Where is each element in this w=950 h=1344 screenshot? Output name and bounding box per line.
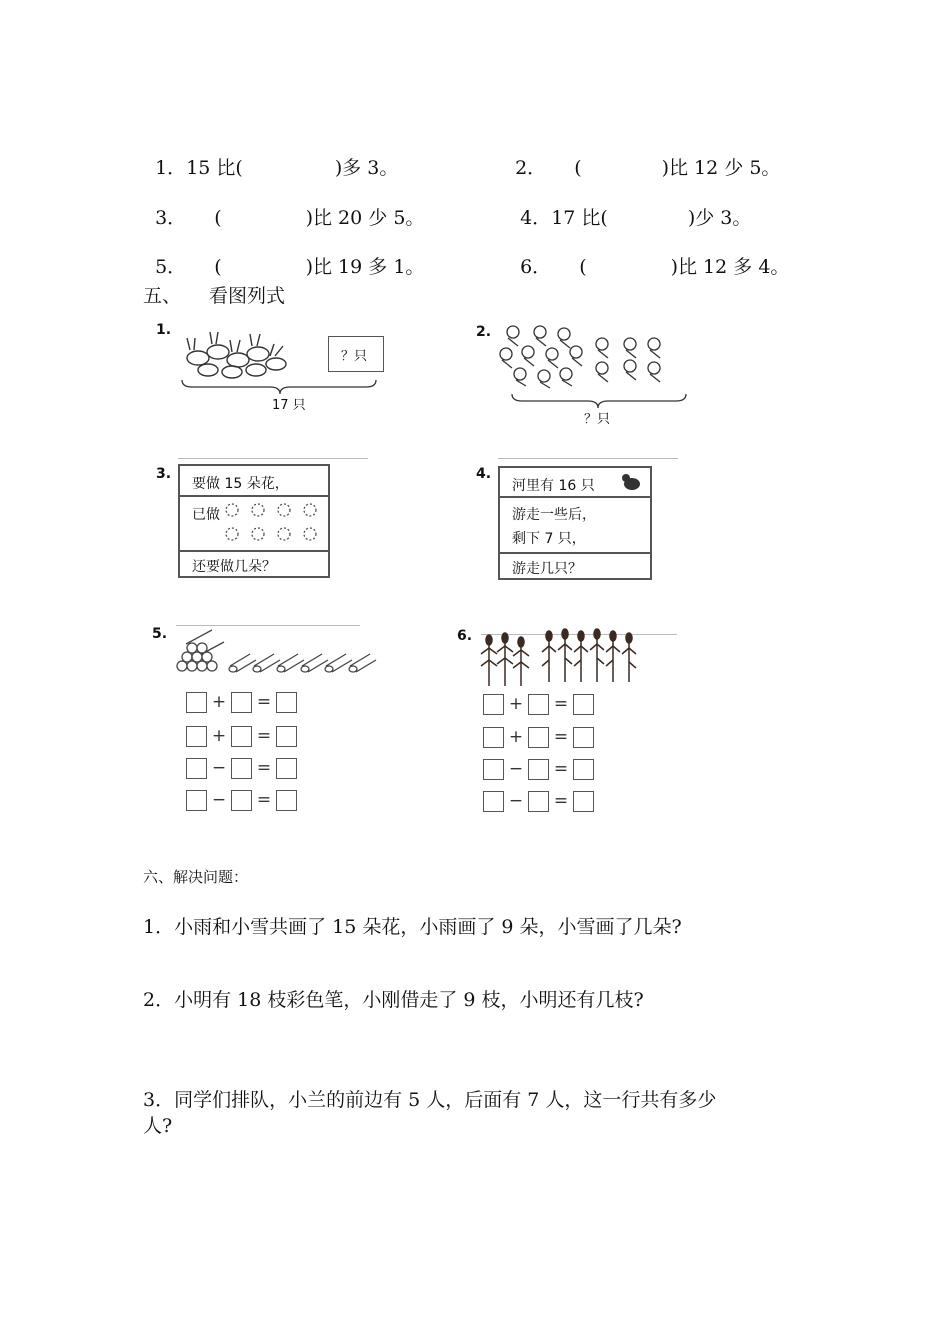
figure-3: [150, 458, 380, 583]
figure-label: 5.: [152, 626, 168, 642]
word-problem-1: 1．小雨和小雪共画了 15 朵花，小雨画了 9 朵，小雪画了几朵?: [143, 916, 682, 938]
q-number: 2．: [515, 157, 547, 179]
equation-row-minus-1: [186, 758, 297, 779]
answer-box[interactable]: [186, 726, 207, 747]
answer-box[interactable]: [231, 726, 252, 747]
answer-box[interactable]: [528, 791, 549, 812]
answer-box[interactable]: [276, 790, 297, 811]
figure-label: 3.: [156, 466, 172, 482]
answer-box[interactable]: [276, 726, 297, 747]
corn-plants-left-illustration: [479, 632, 533, 688]
equals-sign: =: [553, 727, 569, 747]
row-divider: [500, 552, 650, 554]
problem-row-2: 已做: [192, 507, 220, 523]
equation-row-plus-2: [186, 726, 297, 747]
row-divider: [180, 495, 328, 497]
answer-box[interactable]: [231, 758, 252, 779]
equation-row-minus-2: [483, 791, 594, 812]
answer-box[interactable]: [483, 727, 504, 748]
total-count-text: 17 只: [272, 398, 306, 413]
minus-sign: −: [211, 758, 227, 778]
blank-question-5: [143, 230, 424, 279]
flower-problem-box: [178, 464, 330, 578]
answer-box[interactable]: [231, 790, 252, 811]
answer-box[interactable]: [483, 759, 504, 780]
word-problem-2: 2．小明有 18 枝彩色笔，小刚借走了 9 枝，小明还有几枝?: [143, 989, 644, 1011]
flowers-done-illustration: [224, 498, 334, 554]
answer-box[interactable]: [186, 692, 207, 713]
minus-sign: −: [508, 759, 524, 779]
scattered-logs-illustration: [226, 640, 386, 680]
q-before: (: [214, 256, 222, 278]
figure-6: [455, 622, 695, 817]
chicks-left-illustration: [498, 320, 588, 390]
answer-box[interactable]: [528, 759, 549, 780]
problem-row-3: 还要做几朵？: [192, 559, 276, 575]
q-number: 3．: [155, 207, 187, 229]
figure-label: 1.: [156, 322, 172, 338]
equation-row-plus-1: [186, 692, 297, 713]
unknown-count-text: ？只: [341, 349, 368, 364]
question-count-text: ？只: [584, 412, 611, 427]
q-before: (: [579, 256, 587, 278]
figure-label: 2.: [476, 324, 492, 340]
answer-box[interactable]: [186, 790, 207, 811]
corn-plants-right-illustration: [541, 628, 641, 684]
figure-5: [150, 622, 390, 817]
equals-sign: =: [553, 791, 569, 811]
equation-row-minus-1: [483, 759, 594, 780]
minus-sign: −: [508, 791, 524, 811]
section-six-header: 六、解决问题：: [143, 868, 249, 886]
blank-question-2: [503, 131, 780, 180]
equals-sign: =: [256, 758, 272, 778]
log-pile-illustration: [172, 626, 232, 674]
section-number: 五、: [143, 285, 182, 307]
figure-2: [470, 318, 700, 428]
figure-label: 4.: [476, 466, 492, 482]
answer-box[interactable]: [276, 758, 297, 779]
blank-question-6: [508, 230, 789, 279]
unknown-count-box: [328, 336, 384, 372]
equation-row-plus-2: [483, 727, 594, 748]
answer-box[interactable]: [573, 791, 594, 812]
section-five-header: [143, 281, 285, 308]
problem-row-2a: 游走一些后，: [512, 507, 596, 523]
figure-1: [150, 318, 410, 418]
blank-question-4: [508, 181, 751, 230]
q-after: )比 19 多 1。: [305, 256, 425, 278]
answer-box[interactable]: [528, 727, 549, 748]
q-before: 17 比(: [551, 207, 608, 229]
answer-box[interactable]: [231, 692, 252, 713]
q-after: )比 20 少 5。: [305, 207, 425, 229]
q-after: )少 3。: [687, 207, 752, 229]
row-divider: [180, 550, 328, 552]
q-number: 1．: [155, 157, 187, 179]
q-number: 6．: [520, 256, 552, 278]
word-problem-3-line-2: 人?: [143, 1115, 173, 1137]
duck-icon: [620, 472, 642, 492]
duck-problem-box: [498, 466, 652, 580]
q-after: )比 12 少 5。: [661, 157, 781, 179]
chicks-right-illustration: [592, 334, 672, 394]
equation-row-minus-2: [186, 790, 297, 811]
plus-sign: +: [508, 694, 524, 714]
equals-sign: =: [256, 790, 272, 810]
blank-question-1: [143, 131, 398, 180]
plus-sign: +: [508, 727, 524, 747]
q-number: 5．: [155, 256, 187, 278]
q-before: (: [574, 157, 582, 179]
answer-box[interactable]: [573, 727, 594, 748]
q-after: )比 12 多 4。: [670, 256, 790, 278]
plus-sign: +: [211, 726, 227, 746]
row-divider: [500, 496, 650, 498]
answer-box[interactable]: [528, 694, 549, 715]
q-before: (: [214, 207, 222, 229]
equation-row-plus-1: [483, 694, 594, 715]
answer-box[interactable]: [573, 759, 594, 780]
plus-sign: +: [211, 692, 227, 712]
answer-box[interactable]: [483, 791, 504, 812]
divider: [178, 458, 368, 459]
answer-box[interactable]: [573, 694, 594, 715]
q-before: 15 比(: [186, 157, 243, 179]
problem-row-1: 要做 15 朵花，: [192, 476, 289, 492]
equals-sign: =: [553, 694, 569, 714]
figure-label: 6.: [457, 628, 473, 644]
answer-box[interactable]: [276, 692, 297, 713]
minus-sign: −: [211, 790, 227, 810]
divider: [498, 458, 678, 459]
q-number: 4．: [520, 207, 552, 229]
problem-row-2b: 剩下 7 只，: [512, 531, 586, 547]
word-problem-3-line-1: 3．同学们排队，小兰的前边有 5 人，后面有 7 人，这一行共有多少: [143, 1089, 717, 1111]
equals-sign: =: [256, 726, 272, 746]
equals-sign: =: [256, 692, 272, 712]
section-title: 看图列式: [209, 285, 286, 307]
answer-box[interactable]: [186, 758, 207, 779]
rabbit-group-illustration: [180, 322, 290, 382]
figure-4: [470, 458, 700, 583]
blank-question-3: [143, 181, 424, 230]
problem-row-3: 游走几只？: [512, 561, 582, 577]
equals-sign: =: [553, 759, 569, 779]
q-after: )多 3。: [334, 157, 399, 179]
answer-box[interactable]: [483, 694, 504, 715]
problem-row-1: 河里有 16 只: [512, 478, 595, 494]
